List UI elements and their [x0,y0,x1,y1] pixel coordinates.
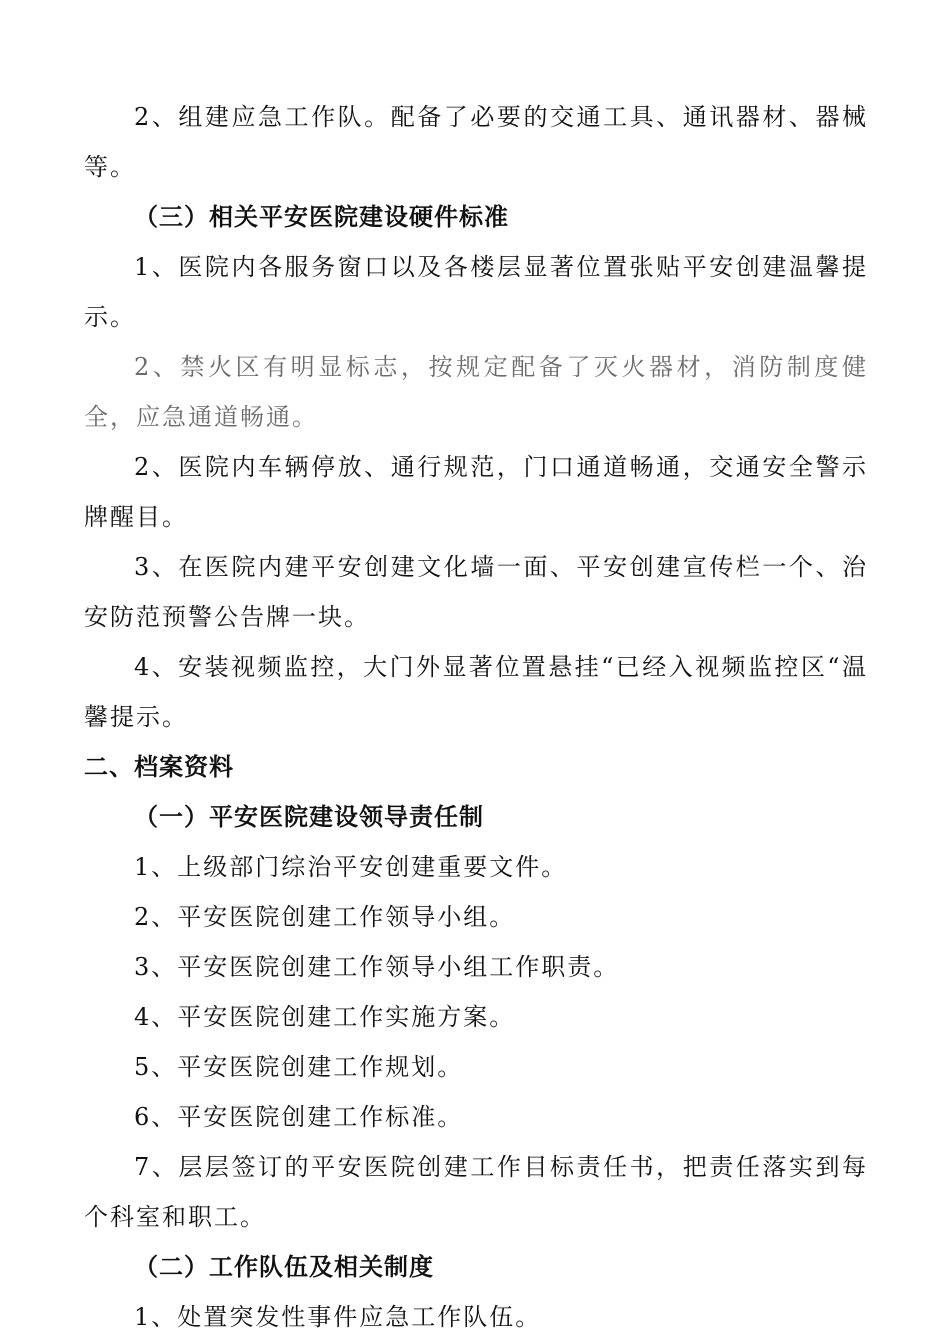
paragraph-emergency-team: 2、组建应急工作队。配备了必要的交通工具、通讯器材、器械等。 [84,103,868,181]
chapter-heading-archives: 二、档案资料 [84,753,234,781]
paragraph-safety-notices: 1、医院内各服务窗口以及各楼层显著位置张贴平安创建温馨提示。 [84,253,868,331]
paragraph-video-surveillance: 4、安装视频监控，大门外显著位置悬挂“已经入视频监控区“温馨提示。 [84,653,868,731]
list-item-group-duties: 3、平安医院创建工作领导小组工作职责。 [134,953,620,981]
list-item-work-planning: 5、平安医院创建工作规划。 [134,1053,464,1081]
list-item-implementation-plan: 4、平安医院创建工作实施方案。 [134,1003,516,1031]
paragraph-vehicle-traffic: 2、医院内车辆停放、通行规范，门口通道畅通，交通安全警示牌醒目。 [84,453,868,531]
section-heading-hardware-standards: （三）相关平安医院建设硬件标准 [134,203,509,231]
document-body [84,92,868,1342]
list-item-leading-group: 2、平安医院创建工作领导小组。 [134,903,516,931]
section-heading-leadership-responsibility: （一）平安医院建设领导责任制 [134,803,484,831]
list-item-work-standards: 6、平安医院创建工作标准。 [134,1103,464,1131]
list-item-emergency-response-team: 1、处置突发性事件应急工作队伍。 [134,1303,542,1331]
list-item-important-documents: 1、上级部门综治平安创建重要文件。 [134,853,568,881]
paragraph-fire-safety: 2、禁火区有明显标志，按规定配备了灭火器材，消防制度健全，应急通道畅通。 [84,353,868,431]
list-item-responsibility-letter: 7、层层签订的平安医院创建工作目标责任书，把责任落实到每个科室和职工。 [84,1153,868,1231]
paragraph-culture-wall: 3、在医院内建平安创建文化墙一面、平安创建宣传栏一个、治安防范预警公告牌一块。 [84,553,868,631]
section-heading-work-team-rules: （二）工作队伍及相关制度 [134,1253,434,1281]
